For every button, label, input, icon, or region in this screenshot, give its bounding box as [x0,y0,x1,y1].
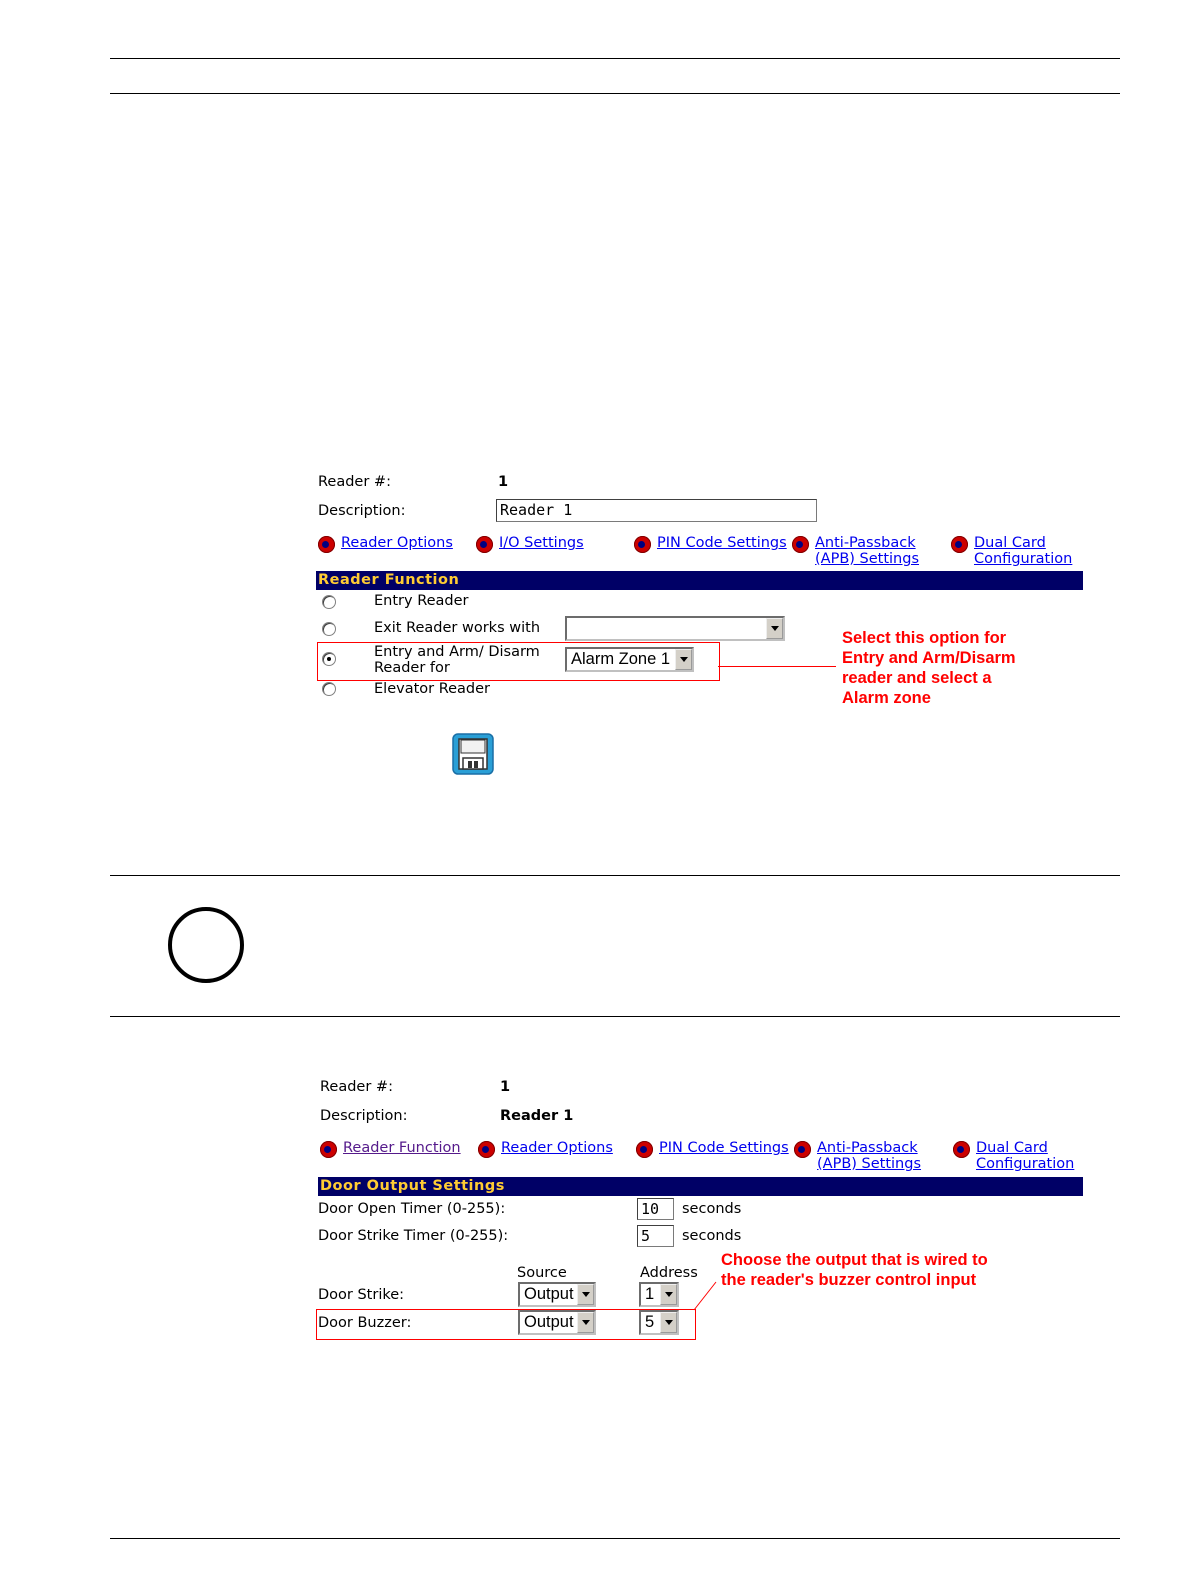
section-title-bar-2: Door Output Settings [318,1177,1083,1196]
source-column-header: Source [517,1265,567,1281]
alarm-zone-select[interactable]: Alarm Zone 1 [565,647,694,672]
door-strike-address-select[interactable]: 1 [639,1282,679,1307]
nav-pin-code-settings[interactable]: PIN Code Settings [634,535,787,553]
arrow-circle-icon [318,536,335,553]
door-buzzer-address-select[interactable]: 5 [639,1310,679,1335]
reader-number-value-2: 1 [500,1079,511,1095]
seconds-label-2: seconds [682,1228,742,1244]
option-entry-reader-label: Entry Reader [374,593,469,609]
door-strike-timer-input[interactable]: 5 [637,1225,674,1247]
arrow-circle-icon [478,1141,495,1158]
option-elevator-reader-label: Elevator Reader [374,681,491,697]
dropdown-arrow-icon[interactable] [766,618,783,639]
floppy-disk-icon [452,733,494,775]
door-strike-label: Door Strike: [318,1287,405,1303]
description-input[interactable]: Reader 1 [496,499,817,522]
nav-anti-passback-2[interactable]: Anti-Passback (APB) Settings [794,1140,921,1172]
dropdown-arrow-icon[interactable] [660,1284,677,1305]
nav-dual-card-2[interactable]: Dual Card Configuration [953,1140,1074,1172]
door-open-timer-label: Door Open Timer (0-255): [318,1201,506,1217]
reader-number-label: Reader #: [318,474,391,490]
arrow-circle-icon [953,1141,970,1158]
door-strike-source-select[interactable]: Output [518,1282,596,1307]
header-rule-bottom [110,93,1120,94]
note-rule-top [110,875,1120,876]
door-buzzer-source-select[interactable]: Output [518,1310,596,1335]
callout-leader-line-2 [690,1280,720,1312]
radio-entry-reader[interactable] [322,595,336,609]
radio-exit-reader[interactable] [322,622,336,636]
header-rule-top [110,58,1120,59]
arrow-circle-icon [792,536,809,553]
highlight-box [317,642,720,681]
nav-pin-code-settings-2[interactable]: PIN Code Settings [636,1140,789,1158]
highlight-box-2 [316,1309,696,1340]
section-title-bar: Reader Function [316,571,1083,590]
footer-rule [110,1538,1120,1539]
nav-anti-passback[interactable]: Anti-Passback (APB) Settings [792,535,919,567]
info-circle-icon [166,905,246,985]
address-column-header: Address [640,1265,698,1281]
arrow-circle-icon [951,536,968,553]
door-buzzer-label: Door Buzzer: [318,1315,412,1331]
arrow-circle-icon [476,536,493,553]
callout-text-2: Choose the output that is wired to the reader's buzzer control input [721,1251,988,1289]
nav-dual-card[interactable]: Dual Card Configuration [951,535,1072,567]
description-label-2: Description: [320,1108,408,1124]
callout-leader-line [718,666,836,667]
callout-text: Select this option for Entry and Arm/Disarm reader and select a Alarm zone [842,629,1016,707]
arrow-circle-icon [320,1141,337,1158]
reader-number-value: 1 [498,474,509,490]
nav-reader-options-2[interactable]: Reader Options [478,1140,613,1158]
radio-elevator-reader[interactable] [322,682,336,696]
nav-reader-function[interactable]: Reader Function [320,1140,461,1158]
reader-number-label-2: Reader #: [320,1079,393,1095]
option-exit-reader-label: Exit Reader works with [374,620,541,636]
arrow-circle-icon [636,1141,653,1158]
seconds-label-1: seconds [682,1201,742,1217]
note-rule-bottom [110,1016,1120,1017]
door-open-timer-input[interactable]: 10 [637,1198,674,1220]
exit-reader-select[interactable] [565,616,785,641]
option-entry-arm-label: Entry and Arm/ Disarm Reader for [374,644,540,676]
arrow-circle-icon [634,536,651,553]
nav-reader-options[interactable]: Reader Options [318,535,453,553]
description-value-2: Reader 1 [500,1108,574,1124]
dropdown-arrow-icon[interactable] [577,1284,594,1305]
nav-io-settings[interactable]: I/O Settings [476,535,584,553]
save-button[interactable] [452,733,494,775]
arrow-circle-icon [794,1141,811,1158]
description-label: Description: [318,503,406,519]
door-strike-timer-label: Door Strike Timer (0-255): [318,1228,509,1244]
